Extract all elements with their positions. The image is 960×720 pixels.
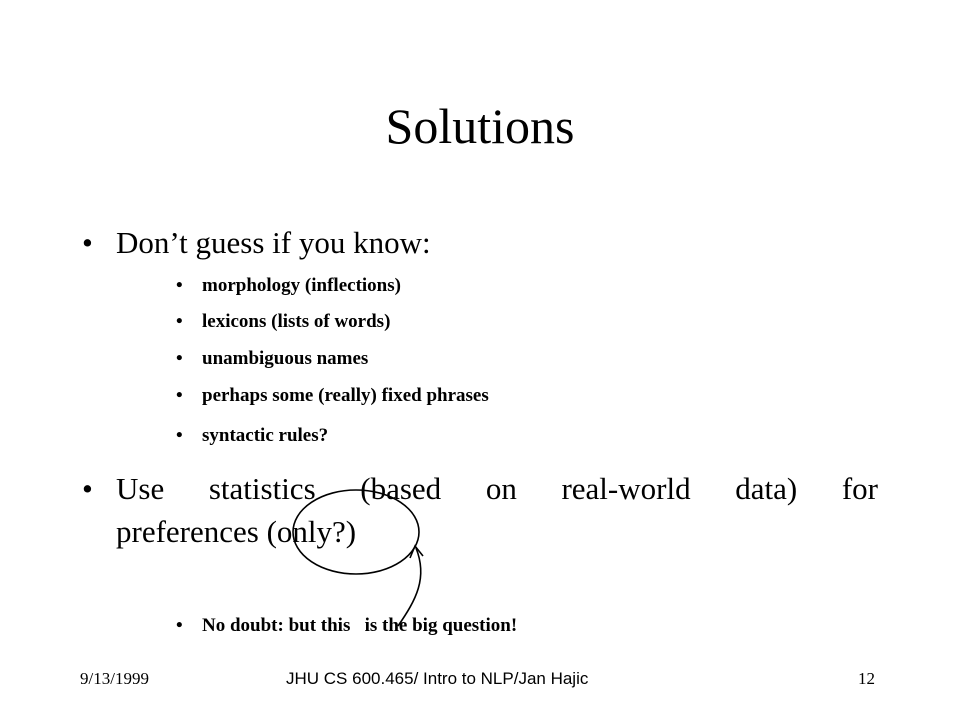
word: data): [735, 471, 798, 506]
footer-page-number: 12: [858, 669, 875, 688]
annotation-circle: [293, 490, 419, 574]
bullet-glyph: •: [176, 311, 183, 332]
word: real-world: [561, 471, 691, 506]
sub-bullet-text: perhaps some (really) fixed phrases: [202, 385, 489, 406]
word: statistics: [208, 471, 316, 506]
word: Use: [116, 471, 165, 506]
bullet-glyph: •: [176, 385, 183, 406]
footer-course: JHU CS 600.465/ Intro to NLP/Jan Hajic: [286, 669, 589, 688]
bullet-glyph: •: [176, 425, 183, 446]
bullet-glyph: •: [82, 471, 93, 506]
bullet-glyph: •: [82, 225, 93, 260]
bullet-glyph: •: [176, 275, 183, 296]
sub-bullet-text: syntactic rules?: [202, 425, 329, 446]
footer-date: 9/13/1999: [80, 669, 149, 688]
bullet-1-text: Don’t guess if you know:: [116, 225, 431, 260]
bullet-glyph: •: [176, 615, 183, 636]
word: (based: [360, 471, 442, 506]
slide-title: Solutions: [385, 98, 575, 154]
sub-bullet-text: lexicons (lists of words): [202, 311, 391, 332]
word: for: [841, 471, 878, 506]
annotation-arrow: [398, 548, 421, 626]
sub-bullet-text: No doubt: but this is the big question!: [202, 615, 518, 636]
bullet-2-continuation: preferences (only?): [116, 514, 357, 549]
word: on: [485, 471, 517, 506]
bullet-glyph: •: [176, 348, 183, 369]
sub-bullet-text: unambiguous names: [202, 348, 369, 369]
sub-bullet-text: morphology (inflections): [202, 275, 401, 296]
annotation-arrowhead: [410, 546, 423, 558]
